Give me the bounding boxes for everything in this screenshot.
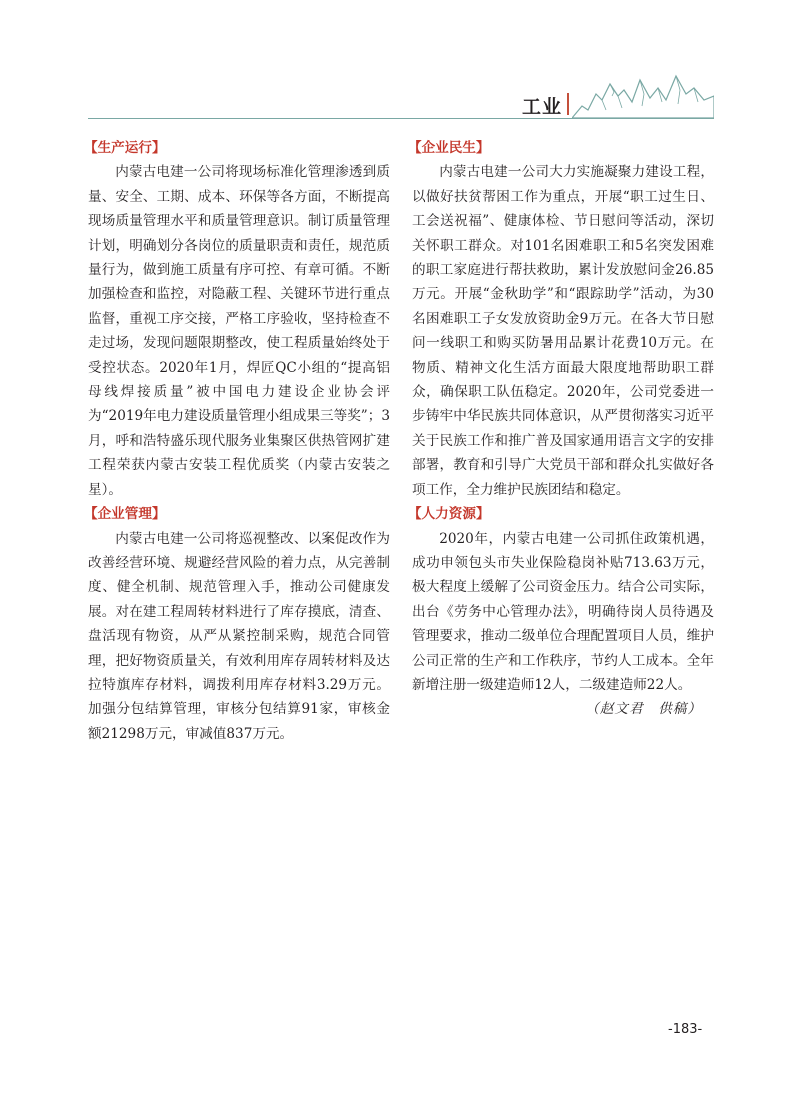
right-column: [408, 136, 714, 722]
left-column: [84, 136, 390, 746]
header-rule: [88, 118, 714, 119]
header-divider: [567, 93, 569, 115]
page-number: -183-: [668, 1022, 703, 1037]
section-heading-livelihood: 【企业民生】: [408, 140, 490, 156]
section-text-livelihood: 内蒙古电建一公司大力实施凝聚力建设工程，以做好扶贫帮困工作为重点，开展“职工过生日、工会送祝福”、健康体检、节日慰问等活动，深切关怀职工群众。对101名困难职工和5名突发困难的职工家庭进行帮扶救助，累计发放慰问金26.85万元。开展“金秋助学”和“跟踪助学”活动，为30名困难职工子女发放资助金9万元。在各大节日慰问一线职工和购买防暑用品累计花费10万元。在物质、精神文化生活方面最大限度地帮助职工群众，确保职工队伍稳定。2020年，公司党委进一步铸牢中华民族共同体意识，从严贯彻落实习近平关于民族工作和推广普及国家通用语言文字的安排部署，教育和引导广大党员干部和群众扎实做好各项工作，全力维护民族团结和稳定。: [412, 164, 714, 498]
section-heading-hr: 【人力资源】: [408, 506, 490, 523]
section-heading-production: 【生产运行】: [84, 140, 166, 156]
header-label: 工业: [522, 96, 563, 118]
section-text-management: 内蒙古电建一公司将巡视整改、以案促改作为改善经营环境、规避经营风险的着力点，从完善制度、健全机制、规范管理入手，推动公司健康发展。对在建工程周转材料进行了库存摸底，清查、盘活现有物资，从严从紧控制采购，规范合同管理，把好物资质量关，有效利用库存周转材料及达拉特旗库存材料，调拨利用库存材料3.29万元。加强分包结算管理，审核分包结算91家，审核金额21298万元，审减值837万元。: [88, 530, 390, 742]
section-heading-management: 【企业管理】: [84, 506, 166, 523]
contributor-credit: （赵文君 供稿）: [585, 701, 702, 718]
section-text-production: 内蒙古电建一公司将现场标准化管理渗透到质量、安全、工期、成本、环保等各方面，不断提高现场质量管理水平和质量管理意识。制订质量管理计划，明确划分各岗位的质量职责和责任，规范质量行为，做到施工质量有序可控、有章可循。不断加强检查和监控，对隐蔽工程、关键环节进行重点监督，重视工序交接，严格工序验收，坚持检查不走过场，发现问题限期整改，使工程质量始终处于受控状态。2020年1月，焊匠QC小组的“提高铝母线焊接质量”被中国电力建设企业协会评为“2019年电力建设质量管理小组成果三等奖”；3月，呼和浩特盛乐现代服务业集聚区供热管网扩建工程荣获内蒙古安装工程优质奖（内蒙古安装之星）。: [88, 164, 390, 498]
mountain-decoration-icon: [572, 70, 714, 120]
section-text-hr: 2020年，内蒙古电建一公司抓住政策机遇，成功申领包头市失业保险稳岗补贴713.63万元，极大程度上缓解了公司资金压力。结合公司实际，出台《劳务中心管理办法》，明确待岗人员待遇及管理要求，推动二级单位合理配置项目人员，维护公司正常的生产和工作秩序，节约人工成本。全年新增注册一级建造师12人，二级建造师22人。: [412, 530, 714, 693]
